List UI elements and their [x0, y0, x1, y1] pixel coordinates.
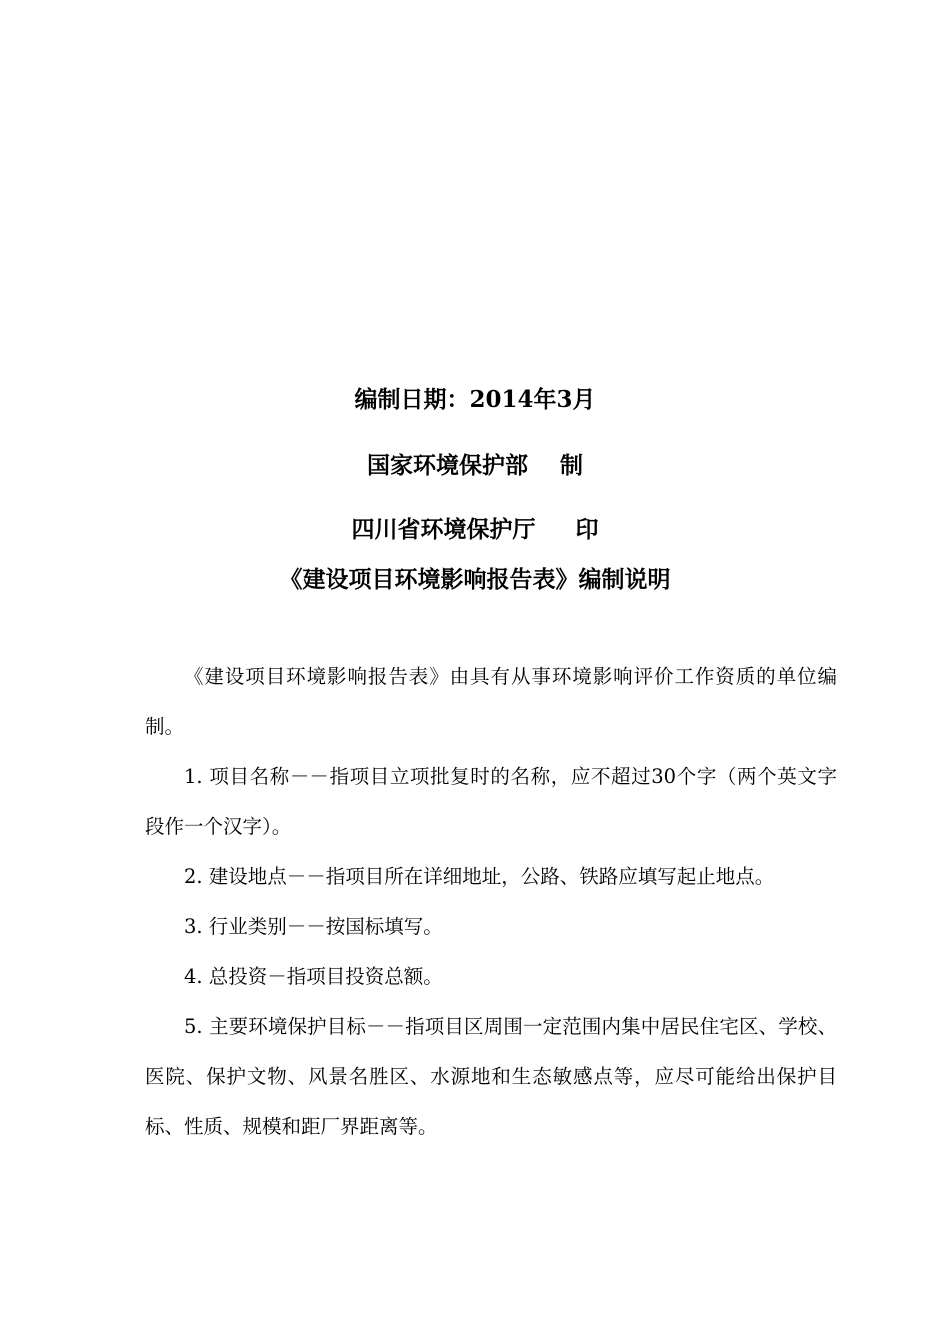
note-item-project-name: 1. 项目名称－－指项目立项批复时的名称，应不超过30个字（两个英文字段作一个汉字）。 [145, 765, 837, 838]
note-item-protection-targets: 5. 主要环境保护目标－－指项目区周围一定范围内集中居民住宅区、学校、医院、保护文物、风景名胜区、水源地和生态敏感点等，应尽可能给出保护目标、性质、规模和距厂界距离等。 [145, 1015, 837, 1138]
compile-date: 编制日期：2014年3月 [354, 386, 596, 413]
note-item-investment: 4. 总投资－指项目投资总额。 [184, 965, 443, 988]
note-item-industry: 3. 行业类别－－按国标填写。 [184, 915, 443, 938]
printing-authority: 四川省环境保护厅 印 [351, 516, 599, 543]
notes-title: 《建设项目环境影响报告表》编制说明 [279, 566, 671, 593]
notes-intro-paragraph: 《建设项目环境影响报告表》由具有从事环境影响评价工作资质的单位编制。 [145, 665, 837, 738]
notes-body [145, 652, 837, 1152]
issuing-authority: 国家环境保护部 制 [366, 452, 584, 479]
note-item-location: 2. 建设地点－－指项目所在详细地址，公路、铁路应填写起止地点。 [184, 865, 775, 888]
